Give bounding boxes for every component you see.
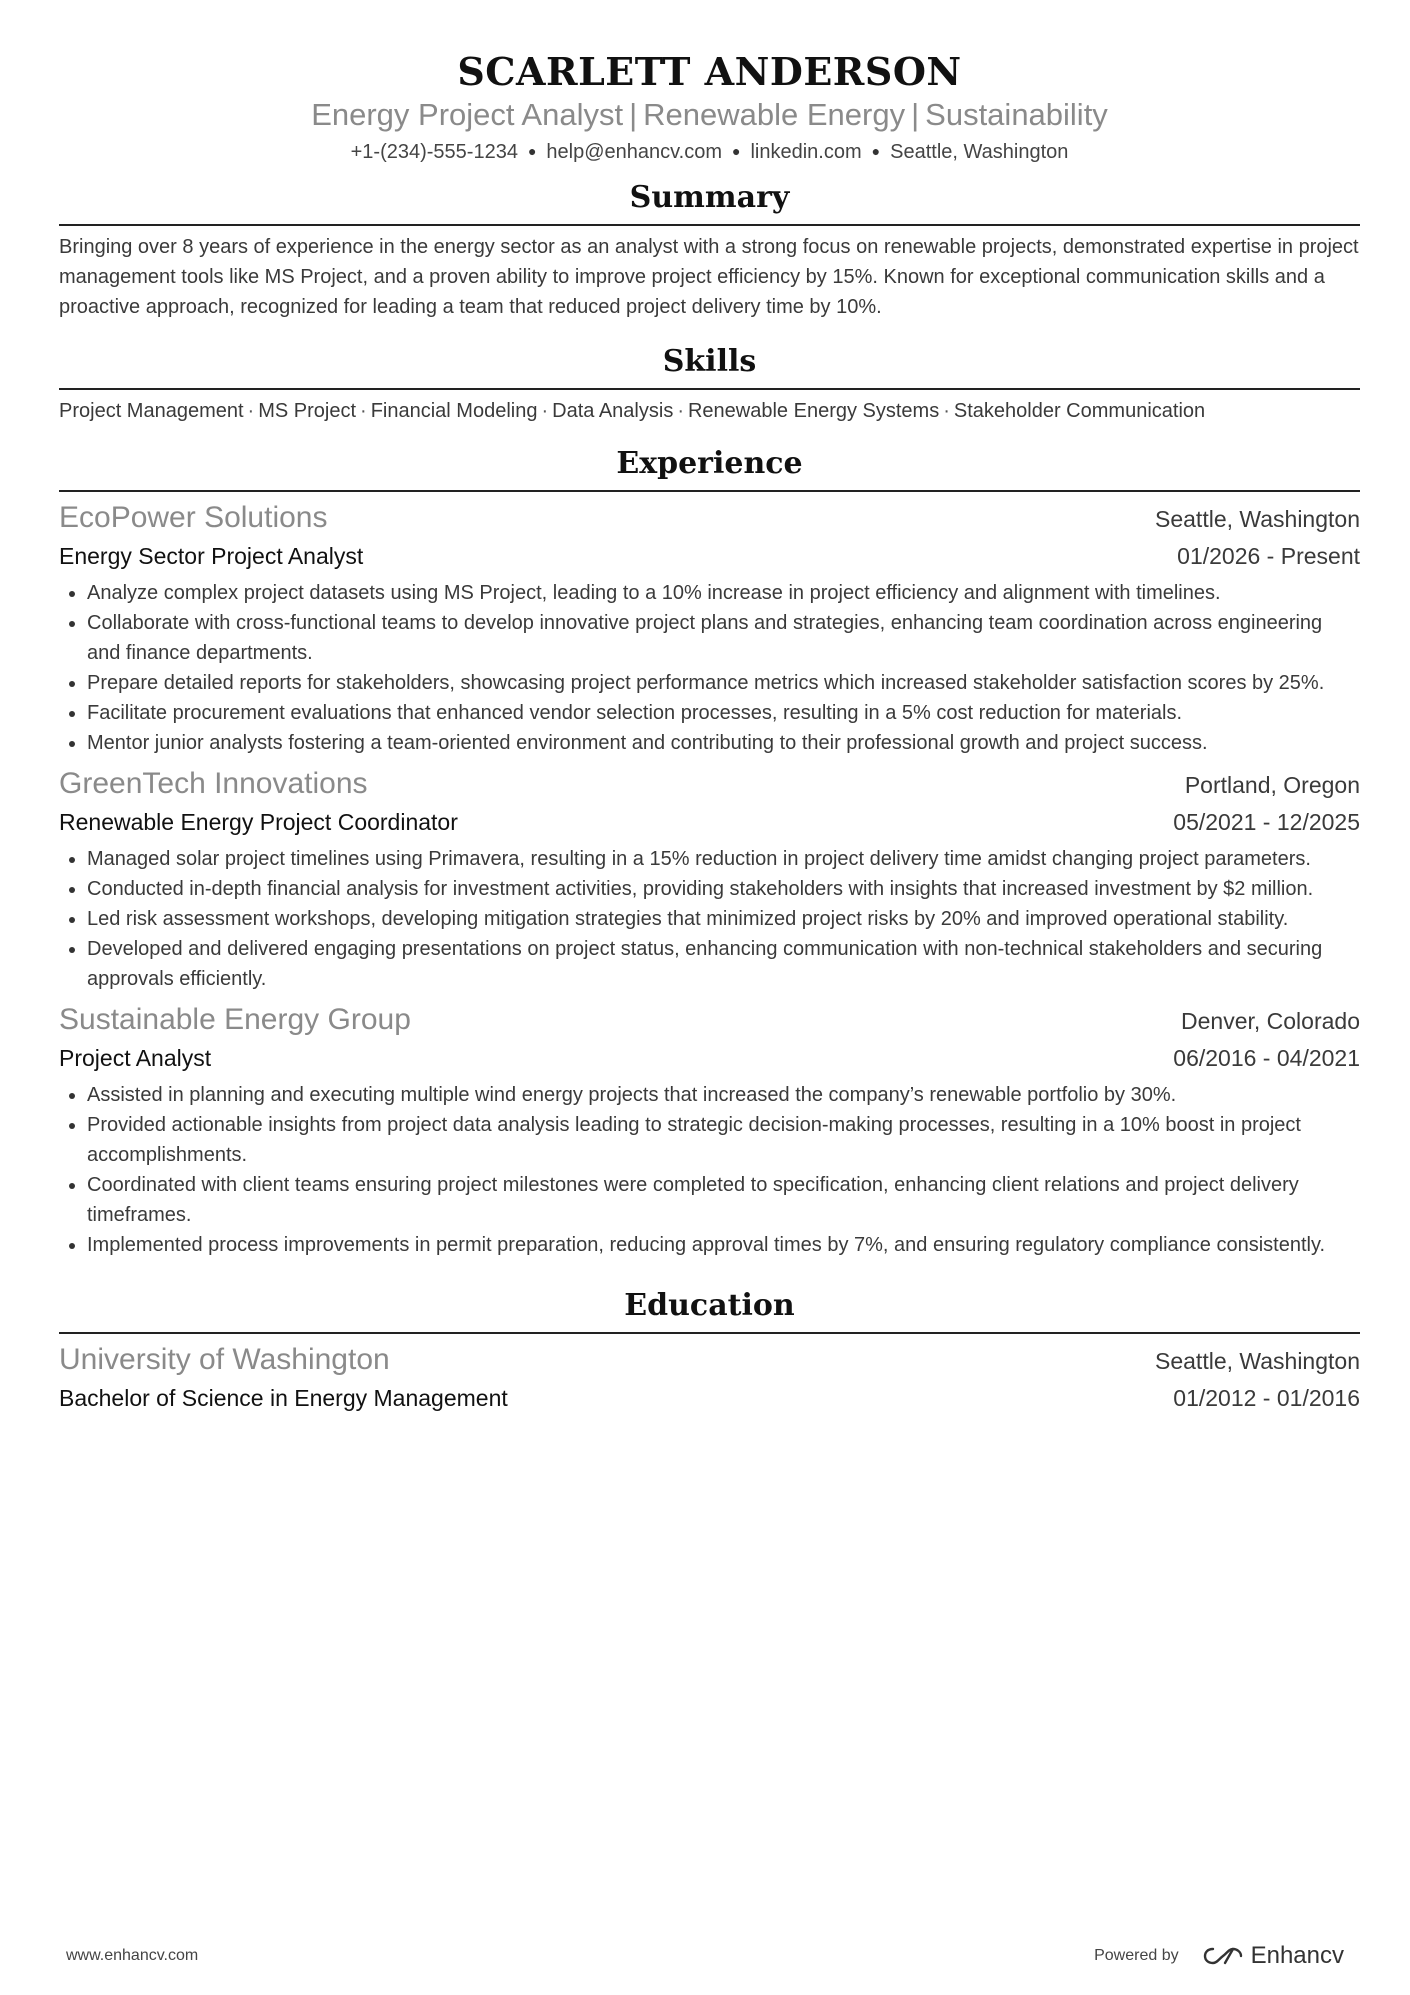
contact-linkedin[interactable]: linkedin.com — [750, 141, 862, 163]
education-location: Seattle, Washington — [1155, 1348, 1360, 1374]
list-item: Provided actionable insights from project data analysis leading to strategic decision-making processes, resulting in a 10% boost in project accomplishments. — [59, 1110, 1360, 1170]
job-location: Denver, Colorado — [1181, 1008, 1360, 1034]
candidate-name: SCARLETT ANDERSON — [457, 49, 962, 94]
job-location: Seattle, Washington — [1155, 506, 1360, 532]
enhancv-logo-icon — [1203, 1945, 1243, 1967]
skill-item: MS Project — [258, 400, 357, 422]
job-company: GreenTech Innovations — [59, 767, 368, 800]
page-footer — [66, 1942, 1344, 1970]
contact-line — [59, 137, 1360, 166]
skills-list: Project Management · MS Project · Financial Modeling · Data Analysis · Renewable Energy Systems · Stakeholder Communication — [59, 400, 1206, 422]
bullet-dot-icon: ● — [527, 143, 537, 159]
education-dates: 01/2012 - 01/2016 — [1173, 1385, 1360, 1411]
job-location: Portland, Oregon — [1184, 772, 1360, 798]
job-role: Energy Sector Project Analyst — [59, 543, 364, 569]
headline-separator: | — [629, 97, 638, 132]
job-entry — [59, 498, 1360, 758]
job-bullets — [59, 578, 1360, 758]
job-company: EcoPower Solutions — [59, 501, 328, 534]
skill-item: Financial Modeling — [370, 400, 538, 422]
list-item: Assisted in planning and executing multiple wind energy projects that increased the company’s renewable portfolio by 30%. — [59, 1080, 1360, 1110]
job-dates: 01/2026 - Present — [1177, 543, 1360, 569]
summary-heading: Summary — [59, 178, 1360, 226]
list-item: Collaborate with cross-functional teams to develop innovative project plans and strategies, enhancing team coordination across engineering and finance departments. — [59, 608, 1360, 668]
brand-name: Enhancv — [1250, 1942, 1344, 1969]
brand-logo[interactable] — [1203, 1942, 1344, 1970]
skill-item: Data Analysis — [552, 400, 674, 422]
summary-text: Bringing over 8 years of experience in the energy sector as an analyst with a strong focus on renewable projects, demonstrated expertise in project management tools like MS Project, and a proven ability to improve project efficiency by 15%. Known for exceptional communication skills and a proactive approach, recognized for leading a team that reduced project delivery time by 10%. — [59, 236, 1359, 318]
skill-item: Project Management — [59, 400, 244, 422]
resume-header — [59, 0, 1360, 166]
education-section — [59, 1286, 1360, 1416]
experience-heading: Experience — [59, 444, 1360, 492]
headline-title-1: Energy Project Analyst — [311, 97, 624, 132]
list-item: Facilitate procurement evaluations that enhanced vendor selection processes, resulting in a 5% cost reduction for materials. — [59, 698, 1360, 728]
skills-section — [59, 342, 1360, 426]
list-item: Analyze complex project datasets using MS Project, leading to a 10% increase in project efficiency and alignment with timelines. — [59, 578, 1360, 608]
footer-website-link[interactable]: www.enhancv.com — [66, 1947, 199, 1964]
list-item: Prepare detailed reports for stakeholders, showcasing project performance metrics which increased stakeholder satisfaction scores by 25%. — [59, 668, 1360, 698]
list-item: Led risk assessment workshops, developing mitigation strategies that minimized project risks by 20% and improved operational stability. — [59, 904, 1360, 934]
summary-section — [59, 178, 1360, 322]
list-item: Coordinated with client teams ensuring project milestones were completed to specification, enhancing client relations and project delivery timeframes. — [59, 1170, 1360, 1230]
bullet-dot-icon: ● — [871, 143, 881, 159]
list-item: Developed and delivered engaging presentations on project status, enhancing communication with non-technical stakeholders and securing approvals efficiently. — [59, 934, 1360, 994]
contact-location: Seattle, Washington — [890, 141, 1069, 163]
education-degree: Bachelor of Science in Energy Management — [59, 1385, 508, 1411]
powered-by-label: Powered by — [1094, 1947, 1179, 1964]
list-item: Conducted in-depth financial analysis for investment activities, providing stakeholders with insights that increased investment by $2 million. — [59, 874, 1360, 904]
skill-item: Stakeholder Communication — [953, 400, 1206, 422]
headline-title-2: Renewable Energy — [643, 97, 906, 132]
headline — [59, 95, 1360, 135]
bullet-dot-icon: ● — [732, 143, 741, 159]
education-entry — [59, 1340, 1360, 1416]
list-item: Mentor junior analysts fostering a team-oriented environment and contributing to their professional growth and project success. — [59, 728, 1360, 758]
job-bullets — [59, 1080, 1360, 1260]
job-dates: 06/2016 - 04/2021 — [1173, 1045, 1360, 1071]
experience-section — [59, 444, 1360, 1260]
skills-heading: Skills — [59, 342, 1360, 390]
job-company: Sustainable Energy Group — [59, 1003, 411, 1036]
resume-page — [59, 0, 1360, 1416]
powered-by — [1094, 1942, 1344, 1970]
job-entry — [59, 1000, 1360, 1260]
list-item: Managed solar project timelines using Primavera, resulting in a 15% reduction in project delivery time amidst changing project parameters. — [59, 844, 1360, 874]
skill-item: Renewable Energy Systems — [687, 400, 940, 422]
education-heading: Education — [59, 1286, 1360, 1334]
headline-separator: | — [911, 97, 920, 132]
job-role: Renewable Energy Project Coordinator — [59, 809, 458, 835]
list-item: Implemented process improvements in permit preparation, reducing approval times by 7%, and ensuring regulatory compliance consistently. — [59, 1230, 1360, 1260]
contact-phone[interactable]: +1-(234)-555-1234 — [350, 141, 518, 163]
job-dates: 05/2021 - 12/2025 — [1173, 809, 1360, 835]
headline-title-3: Sustainability — [925, 97, 1108, 132]
contact-email[interactable]: help@enhancv.com — [546, 141, 723, 163]
job-bullets — [59, 844, 1360, 994]
education-school: University of Washington — [59, 1343, 390, 1376]
job-role: Project Analyst — [59, 1045, 212, 1071]
job-entry — [59, 764, 1360, 994]
